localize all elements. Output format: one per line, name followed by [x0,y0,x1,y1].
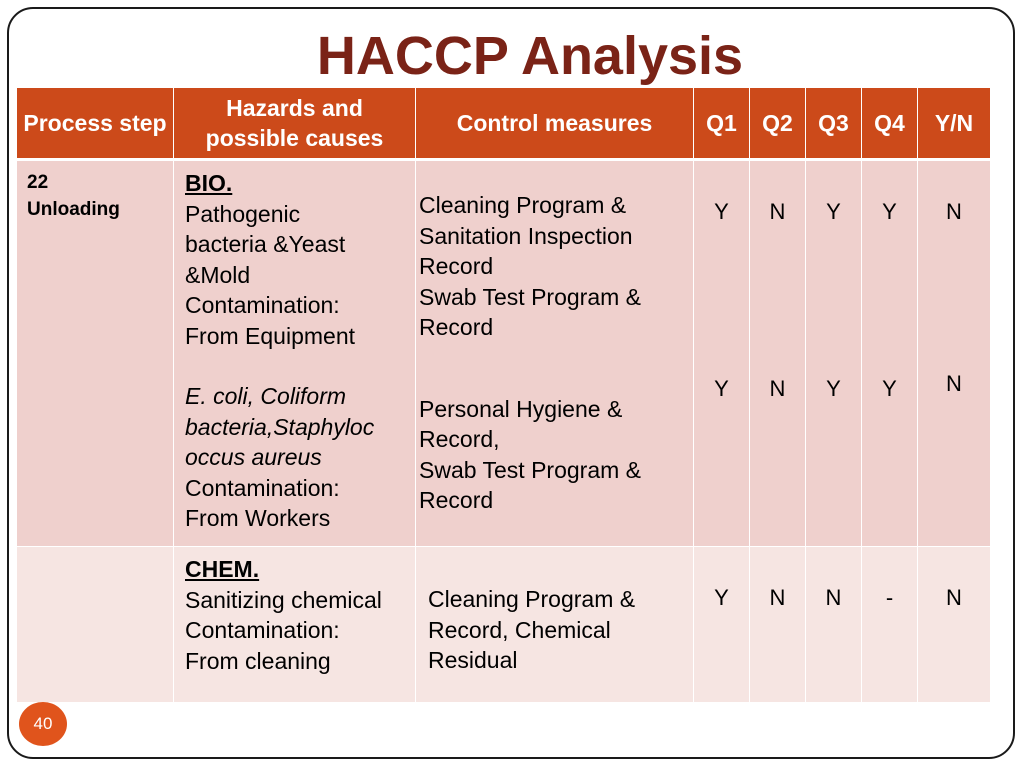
answer-q1: Y [714,585,729,610]
answer-q4: - [885,585,894,610]
cell-q3-chem [806,547,862,703]
header-hazards: Hazards and possible causes [174,88,416,160]
header-q1: Q1 [694,88,750,160]
answer-yn: N [946,371,962,396]
haccp-table [16,87,991,703]
slide-title: HACCP Analysis [316,26,744,86]
control-equipment-line: Record [419,253,494,279]
cell-control-bio [416,160,694,547]
hazard-equipment-line: bacteria &Yeast [185,231,346,257]
answer-q4: Y [882,199,897,224]
cell-process-step [17,160,174,547]
cell-hazards-bio [174,160,416,547]
cell-hazards-chem [174,547,416,703]
cell-control-chem [416,547,694,703]
hazard-category-bio: BIO. [185,170,233,196]
header-process-step: Process step [17,88,174,160]
header-q3: Q3 [806,88,862,160]
answer-q3: Y [826,199,841,224]
hazard-category-chem: CHEM. [185,556,260,582]
cell-q2-chem [750,547,806,703]
answer-yn: N [946,585,962,610]
hazard-chem-line: Sanitizing chemical [185,586,382,613]
cell-q1-bio [694,160,750,547]
hazard-organism-line: occus aureus [185,444,322,470]
answer-q2: N [769,376,786,401]
control-equipment-line: Record [419,314,494,340]
cell-yn-bio [918,160,991,547]
table-row-chem [17,547,991,703]
header-yn: Y/N [918,88,991,160]
control-equipment-line: Cleaning Program & [419,192,627,218]
hazard-chem-line: From cleaning [185,647,331,674]
hazard-equipment-line: Contamination: [185,292,340,318]
hazard-organism-line: E. coli, Coliform [185,383,347,409]
answer-q2: N [769,199,786,224]
hazard-workers-line: From Workers [185,505,331,531]
control-chem-line: Cleaning Program & [428,586,636,612]
answer-q1: Y [714,376,729,401]
cell-q4-chem [862,547,918,703]
cell-yn-chem [918,547,991,703]
hazard-equipment-line: &Mold [185,261,251,288]
answer-q1: Y [714,199,729,224]
control-equipment-line: Swab Test Program & [419,283,642,310]
answer-q4: Y [882,376,897,401]
hazard-organism-line: bacteria,Staphyloc [185,413,375,440]
cell-q2-bio [750,160,806,547]
step-number: 22 [27,172,49,193]
cell-q4-bio [862,160,918,547]
header-q4: Q4 [862,88,918,160]
control-workers-line: Record [419,487,494,513]
control-equipment-line: Sanitation Inspection [419,222,633,249]
answer-q3: Y [826,376,841,401]
table-header-row [17,88,991,160]
header-control-measures: Control measures [416,88,694,160]
answer-q2: N [769,585,786,610]
cell-q1-chem [694,547,750,703]
page-number-badge: 40 [19,702,67,746]
answer-yn: N [946,199,962,224]
hazard-equipment-line: Pathogenic [185,200,301,227]
control-workers-line: Swab Test Program & [419,456,642,483]
hazard-chem-line: Contamination: [185,617,340,643]
answer-q3: N [825,585,842,610]
control-workers-line: Personal Hygiene & [419,395,623,422]
cell-q3-bio [806,160,862,547]
hazard-workers-line: Contamination: [185,474,340,501]
cell-process-step-empty [17,547,174,703]
control-workers-line: Record, [419,426,500,452]
step-name: Unloading [27,199,120,220]
control-chem-line: Record, Chemical [428,616,611,643]
table-row-bio [17,160,991,547]
control-chem-line: Residual [428,647,518,673]
header-q2: Q2 [750,88,806,160]
hazard-equipment-line: From Equipment [185,322,356,349]
